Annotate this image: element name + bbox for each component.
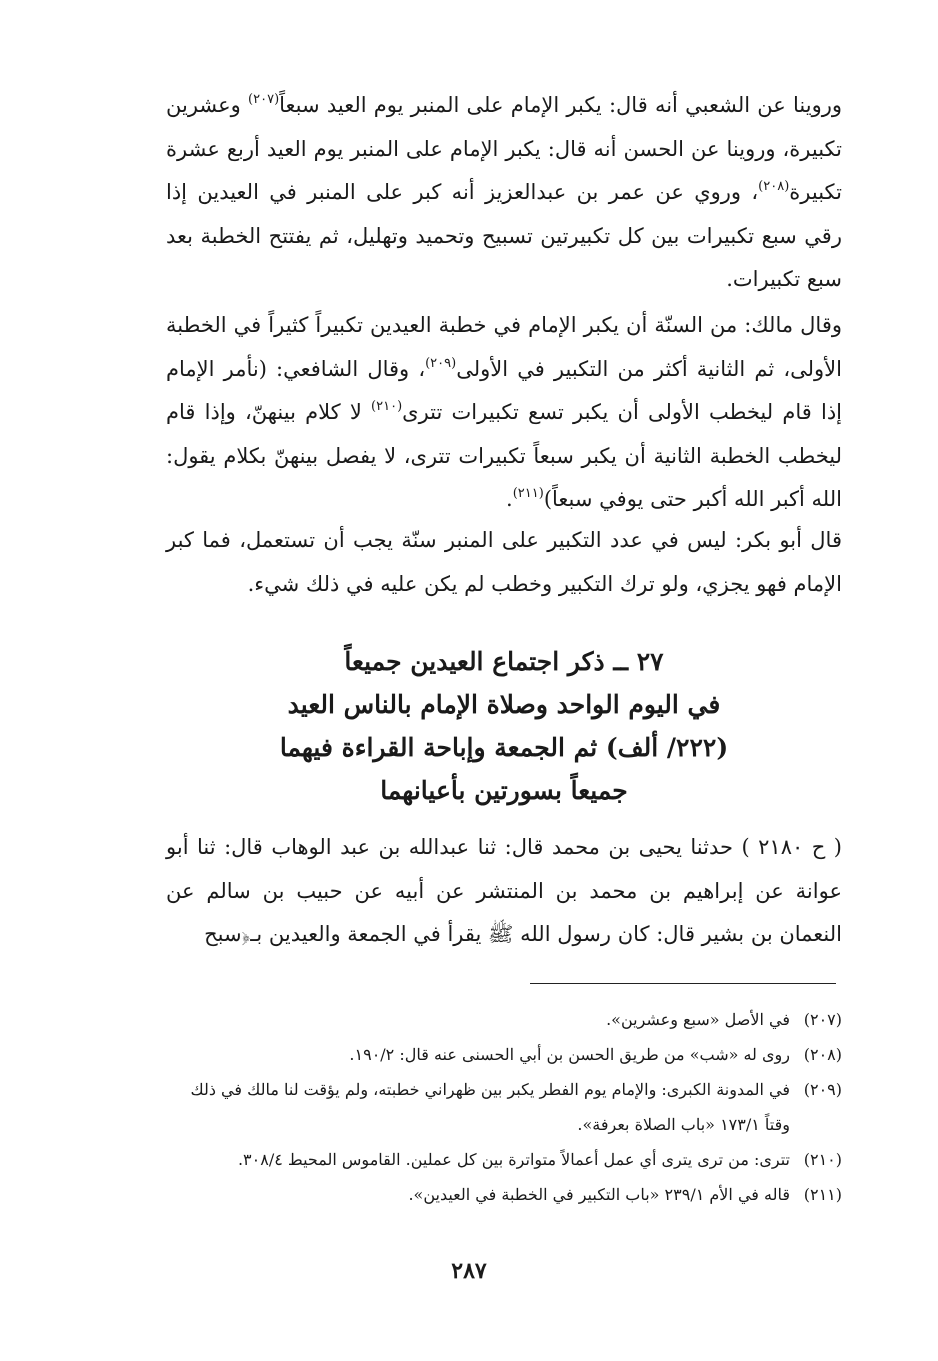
footnote-ref-211[interactable]: (٢١١) [512, 486, 544, 501]
heading-line: في اليوم الواحد وصلاة الإمام بالناس العيد [287, 690, 721, 719]
footnote-number: (٢١٠) [803, 1150, 842, 1169]
footnote-number: (٢٠٩) [803, 1080, 842, 1099]
footnote-text: قاله في الأم ٢٣٩/١ «باب التكبير في الخطبة في العيدين». [408, 1185, 790, 1204]
footnote-item [166, 1072, 842, 1142]
paragraph-text: وقال مالك: من السنّة أن يكبر الإمام في خطبة العيدين تكبيراً كثيراً في الخطبة الأولى، ثم الثانية أكثر من التكبير في الأولى [166, 313, 842, 381]
footnote-number: (٢٠٧) [803, 1010, 842, 1029]
page-number: ٢٨٧ [451, 1258, 487, 1284]
paragraph-text: وعشرين تكبيرة، وروينا عن الحسن أنه قال: يكبر الإمام على المنبر يوم العيد أربع عشرة تكبيرة [166, 93, 842, 204]
footnote-text: في المدونة الكبرى: والإمام يوم الفطر يكبر بين ظهراني خطبته، ولم يؤقت لنا مالك في ذلك وقتاً ١٧٣/١ «باب الصلاة بعرفة». [190, 1080, 790, 1134]
chapter-heading [166, 640, 842, 812]
paragraph-text: قال أبو بكر: ليس في عدد التكبير على المنبر سنّة يجب أن تستعمل، فما كبر الإمام فهو يجزي، ولو ترك التكبير وخطب لم يكن عليه في ذلك شيء. [166, 528, 842, 596]
paragraph-text: وروينا عن الشعبي أنه قال: يكبر الإمام على المنبر يوم العيد سبعاً [279, 93, 842, 117]
footnote-text: روى له «شب» من طريق الحسن بن أبي الحسنى عنه قال: ١٩٠/٢. [349, 1045, 790, 1064]
footnote-number: (٢١١) [803, 1185, 842, 1204]
footnote-item [166, 1142, 842, 1177]
paragraph-abu-bakr [166, 519, 842, 606]
footnote-item [166, 1177, 842, 1212]
paragraph-text: ، وروي عن عمر بن عبدالعزيز أنه كبر على المنبر في العيدين إذا رقي سبع تكبيرات بين كل تكبيرتين تسبيح وتحميد وتهليل، ثم يفتتح الخطبة بعد سبع تكبيرات. [166, 180, 842, 291]
footnote-divider [530, 983, 836, 984]
footnote-text: في الأصل «سبع وعشرين». [606, 1010, 790, 1029]
paragraph-text: . [506, 487, 513, 511]
footnote-number: (٢٠٨) [803, 1045, 842, 1064]
footnote-ref-208[interactable]: (٢٠٨) [758, 179, 790, 194]
paragraph-text: ( ح ٢١٨٠ ) حدثنا يحيى بن محمد قال: ثنا عبدالله بن عبد الوهاب قال: ثنا أبو عوانة عن إبراهيم بن محمد بن المنتشر عن أبيه عن حبيب بن سالم عن النعمان بن بشير قال: كان رسول الله ﷺ يقرأ في الجمعة والعيدين بـ﴿سبح [166, 835, 842, 946]
footnote-item [166, 1002, 842, 1037]
footnote-ref-209[interactable]: (٢٠٩) [425, 355, 457, 371]
footnotes-section [166, 1002, 842, 1212]
paragraph-text: ، وقال الشافعي: (نأمر الإمام إذا قام ليخطب الأولى أن يكبر تسع تكبيرات تترى [166, 356, 842, 424]
footnote-item [166, 1037, 842, 1072]
paragraph-shabi-takbir [166, 84, 842, 302]
footnote-ref-210[interactable]: (٢١٠) [371, 399, 403, 414]
heading-line: جميعاً بسورتين بأعيانهما [380, 776, 628, 805]
paragraph-malik-shafii [166, 304, 842, 522]
heading-line: ٢٧ ــ ذكر اجتماع العيدين جميعاً [344, 647, 664, 676]
hadith-paragraph [166, 826, 842, 957]
footnote-text: تترى: من ترى يترى أي عمل أعمالاً متواترة بين كل عملين. القاموس المحيط ٣٠٨/٤. [237, 1150, 790, 1169]
heading-line: (٢٢٢/ ألف) ثم الجمعة وإباحة القراءة فيهما [279, 733, 729, 762]
paragraph-text: لا كلام بينهنّ، وإذا قام ليخطب الخطبة الثانية أن يكبر سبعاً تكبيرات تترى، لا يفصل بينهنّ بكلام يقول: الله أكبر الله أكبر حتى يوفي سبعاً) [166, 400, 842, 511]
footnote-ref-207[interactable]: (٢٠٧) [248, 92, 280, 107]
